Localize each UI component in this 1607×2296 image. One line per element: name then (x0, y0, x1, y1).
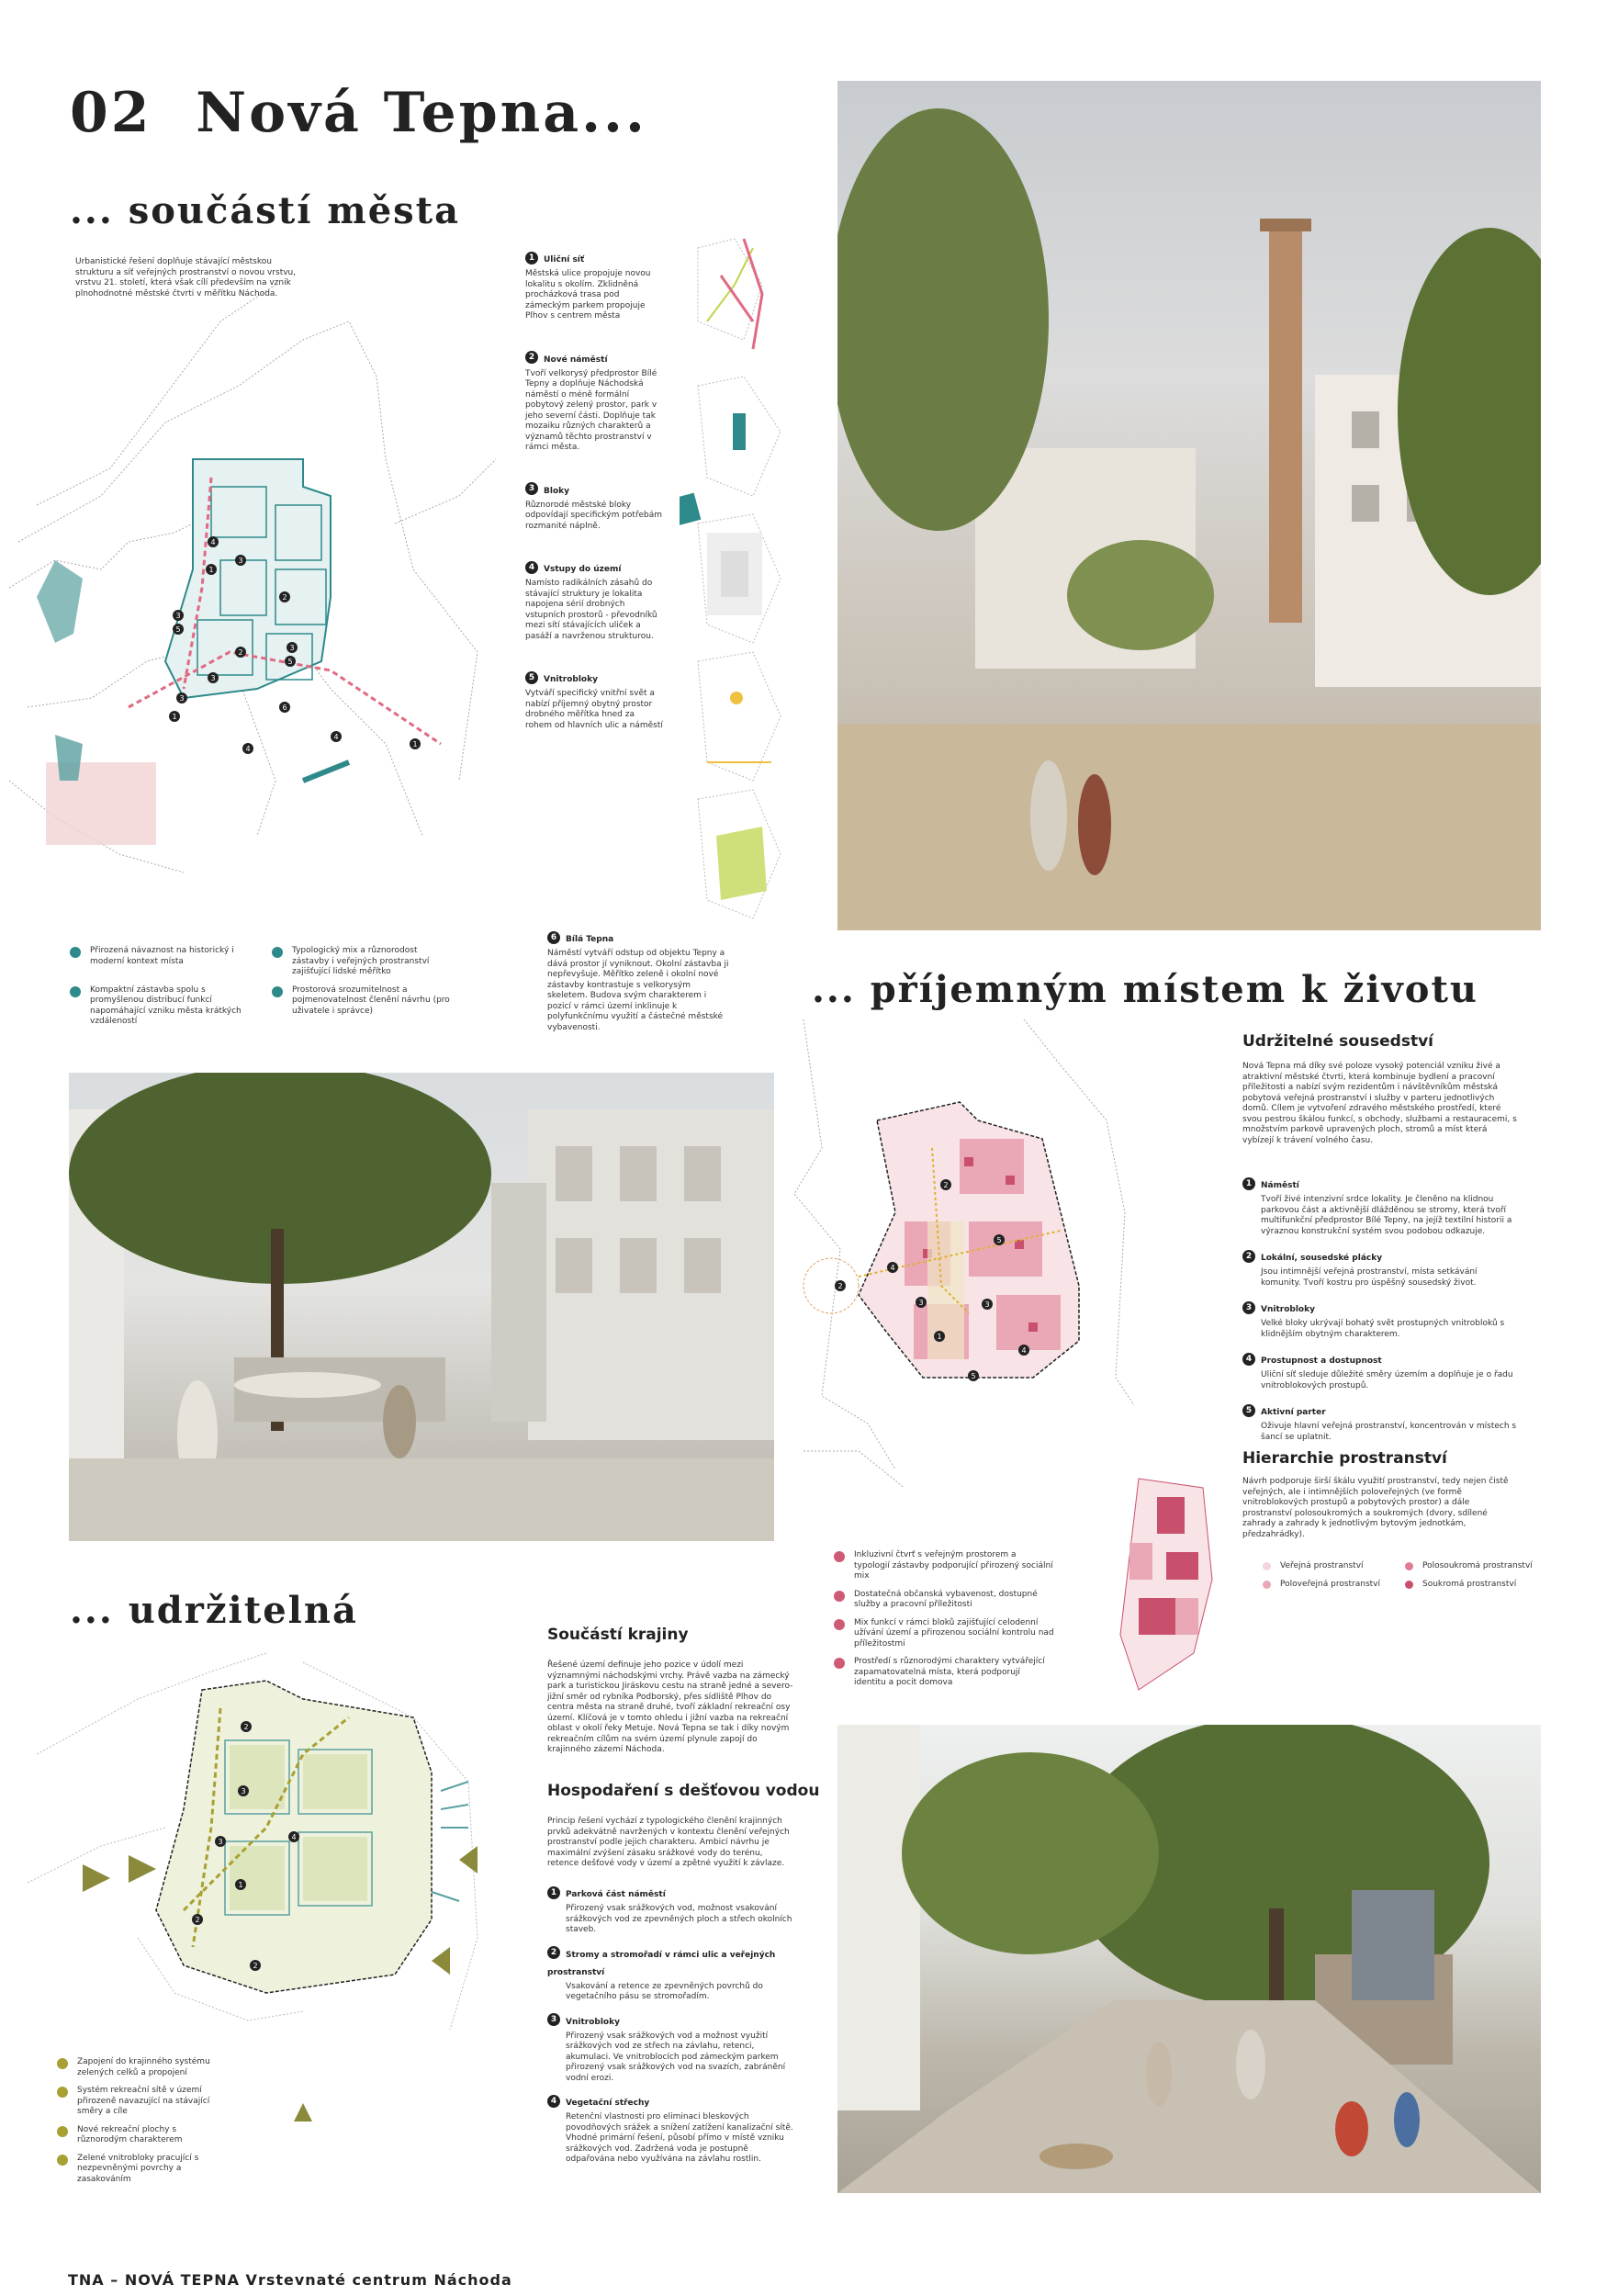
section3-text1: Řešené území definuje jeho pozice v údolí mezi významnými náchodskými vrchy. Právě vazba na zámecký park a turistickou Jiráskovu cestu na straně jedné a severo-jižní směr od rybníka Podborský, přes sídliště Plhov do centra města na straně druhé, tvoří základní rekreační osy území. Klíčová je v tomto ohledu i jižní vazba na rekreační oblast v okolí řeky Metuje. Nová Tepna se tak i díky novým rekreačním cílům na svém území plynule zapojí do krajinného zázemí Náchoda. (547, 1660, 793, 1754)
section3-sub1: Součástí krajiny (547, 1626, 689, 1644)
svg-text:1: 1 (238, 1881, 243, 1889)
legend-dot (834, 1619, 845, 1630)
svg-text:5: 5 (175, 625, 181, 634)
render-courtyard-path (837, 1725, 1541, 2193)
svg-text:4: 4 (1021, 1346, 1027, 1355)
svg-text:3: 3 (238, 557, 243, 565)
section2-intro: Nová Tepna má díky své poloze vysoký potenciál vzniku živé a atraktivní městské čtvrti, která kombinuje bydlení a pracovní příležitosti a nabízí svým rezidentům i návštěvníkům městská pobytová veřejná prostranství i služby v parteru jednotlivých domů. Cílem je vytvoření zdravého městského prostředí, které svou pestrou škálou funkcí, s obchody, službami a restauracemi, s množstvím parkově upravených ploch, stromů a míst která vybízejí k trávení volného času. (1242, 1062, 1517, 1145)
svg-text:4: 4 (210, 538, 216, 546)
legend-dot (57, 2126, 68, 2137)
svg-text:3: 3 (918, 1299, 924, 1307)
section3-items: 1 Parková část náměstí Přirozený vsak srážkových vod, možnost vsakování srážkových vod ze zpevněných ploch a střech okolních staveb. 2 Stromy a stromořadí v rámci ulic a veřejných prostranství Vsakování a retence ze zpevněných povrchů do vegetačního pásu se stromořadím. 3 Vnitrobloky Přirozený vsak srážkových vod a možnost využití srážkových vod ze střech na závlahu, retenci, akumulaci. Ve vnitroblocích pod zámeckým parkem přirozený vsak srážkových vod na svazích, zabránění vodní erozi. 4 Vegetační střechy Retenční vlastnosti pro eliminaci bleskových povodňových srážek a snížení zatížení kanalizační sítě. Vhodné primární řešení, působí přímo v místě vzniku srážkových vod. Zadržená voda je postupně odpařována nebo využívána na závlahu rostlin. (547, 1887, 793, 2164)
legend-dot (272, 986, 283, 997)
render-street-with-cafe (69, 1073, 774, 1541)
item-4: 4 Vstupy do území Namísto radikálních zásahů do stávající struktury je lokalita napojena sérií drobných vstupních prostorů - převodníků mezi sítí stávajících uliček a pasáží a navrženou strukturou. (525, 562, 657, 641)
page-title (70, 81, 647, 145)
hierarchy-map (1102, 1469, 1221, 1708)
section2-heading: ... příjemným místem k životu (812, 968, 1479, 1011)
svg-text:5: 5 (996, 1236, 1002, 1244)
item-6: 6 Bílá Tepna Náměstí vytváří odstup od objektu Tepny a dává prostor jí vyniknout. Okolní zástavba ji nepřevyšuje. Měřítko zeleně i okolní nové zástavby kontrastuje s velkorysým skeletem. Budova svým charakterem i pozicí v rámci území inklinuje k polyfunkčnímu využití a částečné městské vybavenosti. (547, 932, 729, 1032)
svg-text:2: 2 (195, 1916, 200, 1924)
svg-text:2: 2 (253, 1962, 258, 1970)
svg-text:2: 2 (837, 1282, 843, 1290)
svg-text:2: 2 (243, 1723, 249, 1731)
svg-text:3: 3 (984, 1300, 990, 1309)
legend-dot (70, 986, 81, 997)
svg-text:1: 1 (172, 713, 177, 721)
legend-dot (57, 2058, 68, 2069)
section3-text2: Princip řešení vychází z typologického členění krajinných prvků adekvátně navržených v kontextu členění veřejných prostranství podle jejich charakteru. Ambicí návrhu je maximální zvýšení zásaku srážkové vody do terénu, retence dešťové vody v území a zpětné využití k závlaze. (547, 1817, 790, 1868)
section3-sub2: Hospodaření s dešťovou vodou (547, 1782, 820, 1800)
footer: TNA – NOVÁ TEPNA Vrstevnaté centrum Náchoda (68, 2271, 512, 2289)
item-2: 2 Nové náměstí Tvoří velkorysý předprostor Bílé Tepny a doplňuje Náchodská náměstí o méně formální pobytový zelený prostor, park v jeho severní části. Doplňuje tak mozaiku různých charakterů a významů těchto prostranství v rámci města. (525, 353, 657, 452)
legend-dot (272, 947, 283, 958)
legend-dot (70, 947, 81, 958)
section2-items: 1 Náměstí Tvoří živé intenzivní srdce lokality. Je členěno na klidnou parkovou část a aktivnější dlážděnou se stromy, která tvoří multifunkční předprostor Bílé Tepny, na jejíž textilní historii a výraznou konstrukční systém svou podobou odkazuje. 2 Lokální, sousedské plácky Jsou intimnější veřejná prostranství, místa setkávání komunity. Tvoří kostru pro úspěšný sousedský život. 3 Vnitrobloky Velké bloky ukrývají bohatý svět prostupných vnitrobloků s klidnějším obytným charakterem. 4 Prostupnost a dostupnost Uliční síť sleduje důležité směry územím a doplňuje je o řadu vnitroblokových prostupů. 5 Aktivní parter Oživuje hlavní veřejná prostranství, koncentrován v místech s šancí se uplatnit. (1242, 1174, 1518, 1452)
section1-items (525, 248, 663, 757)
legend-dot (57, 2087, 68, 2098)
svg-text:3: 3 (241, 1787, 246, 1795)
svg-text:2: 2 (943, 1181, 949, 1189)
svg-text:2: 2 (282, 593, 287, 602)
svg-text:5: 5 (287, 658, 293, 666)
section1-intro: Urbanistické řešení doplňuje stávající městskou strukturu a síť veřejných prostranství o novou vrstvu, vrstvu 21. století, která však cílí především na vznik plnohodnotné městské čtvrti v měřítku Náchoda. (75, 257, 297, 298)
hierarchy-legend: Veřejná prostranství Polosoukromá prostranství Poloveřejná prostranství Soukromá prostranství (1263, 1561, 1538, 1597)
section3-legend: Zapojení do krajinného systému zelených celků a propojení Systém rekreační sítě v území přirozeně navazující na stávající směry a cíle Nové rekreační plochy s různorodým charakterem Zelené vnitrobloky pracující s nezpevněnými povrchy a zasakováním (57, 2057, 222, 2192)
legend-dot (57, 2155, 68, 2166)
svg-text:4: 4 (245, 745, 251, 753)
svg-text:2: 2 (238, 648, 243, 657)
svg-text:3: 3 (210, 674, 216, 682)
hierarchy-text: Návrh podporuje širší škálu využití prostranství, tedy nejen čistě veřejných, ale i intimnějších poloveřejných (ve formě vnitroblokových prostupů a pobytových prostor) a dále prostranství polosoukromých a soukromých (dvory, sdílené zahrady a zahrady k jednotlivým bytovým jednotkám, předzahrádky). (1242, 1477, 1509, 1539)
svg-text:1: 1 (412, 740, 418, 748)
legend-dot (834, 1551, 845, 1562)
svg-text:4: 4 (333, 733, 339, 741)
urban-plan-map (0, 266, 514, 909)
section3-heading: ... udržitelná (70, 1589, 358, 1632)
item-5: 5 Vnitrobloky Vytváří specifický vnitřní svět a nabízí příjemný obytný prostor drobného měřítka hned za rohem od hlavních ulic a náměstí (525, 672, 663, 730)
diagram-thumbnails (680, 230, 808, 928)
project-title: Nová Tepna... (196, 81, 647, 145)
item-3: 3 Bloky Různorodé městské bloky odpovídají specifickým potřebám rozmanité náplně. (525, 484, 662, 531)
section-number: 02 (70, 81, 152, 145)
svg-text:3: 3 (289, 644, 295, 652)
svg-text:3: 3 (218, 1838, 223, 1846)
section2-sub1: Udržitelné sousedství (1242, 1032, 1433, 1051)
section1-heading: ... součástí města (70, 189, 461, 232)
render-square-with-chimney (837, 81, 1541, 930)
svg-text:1: 1 (937, 1333, 942, 1341)
svg-text:1: 1 (208, 566, 214, 574)
legend-dot (834, 1591, 845, 1602)
legend-dot (834, 1658, 845, 1669)
svg-text:3: 3 (179, 694, 185, 703)
section2-sub2: Hierarchie prostranství (1242, 1449, 1447, 1468)
section1-legend: Přirozená návaznost na historický i moderní kontext místa Typologický mix a různorodost zástavby i veřejných prostranství zajišťující lidské měřítko Kompaktní zástavba spolu s promyšlenou distribucí funkcí napomáhající vzniku města krátkých vzdáleností Prostorová srozumitelnost a pojmenovatelnost členění návrhu (pro uživatele i správce) (70, 946, 455, 1035)
svg-text:5: 5 (971, 1372, 976, 1380)
item-1: 1 Uliční síť Městská ulice propojuje novou lokalitu s okolím. Zklidněná procházková trasa pod zámeckým parkem propojuje Plhov s centrem města (525, 253, 651, 321)
svg-text:4: 4 (291, 1833, 297, 1841)
section2-legend: Inkluzivní čtvrť s veřejným prostorem a typologií zástavby podporující přirozený sociální mix Dostatečná občanská vybavenost, dostupné služby a pracovní příležitosti Mix funkcí v rámci bloků zajišťující celodenní užívání území a přirozenou sociální kontrolu nad příležitostmi Prostředí s různorodými charaktery vytvářející zapamatovatelná místa, která podporují identitu a pocit domova (834, 1550, 1054, 1696)
svg-text:6: 6 (282, 703, 287, 712)
svg-text:3: 3 (175, 612, 181, 620)
svg-text:4: 4 (890, 1264, 895, 1272)
